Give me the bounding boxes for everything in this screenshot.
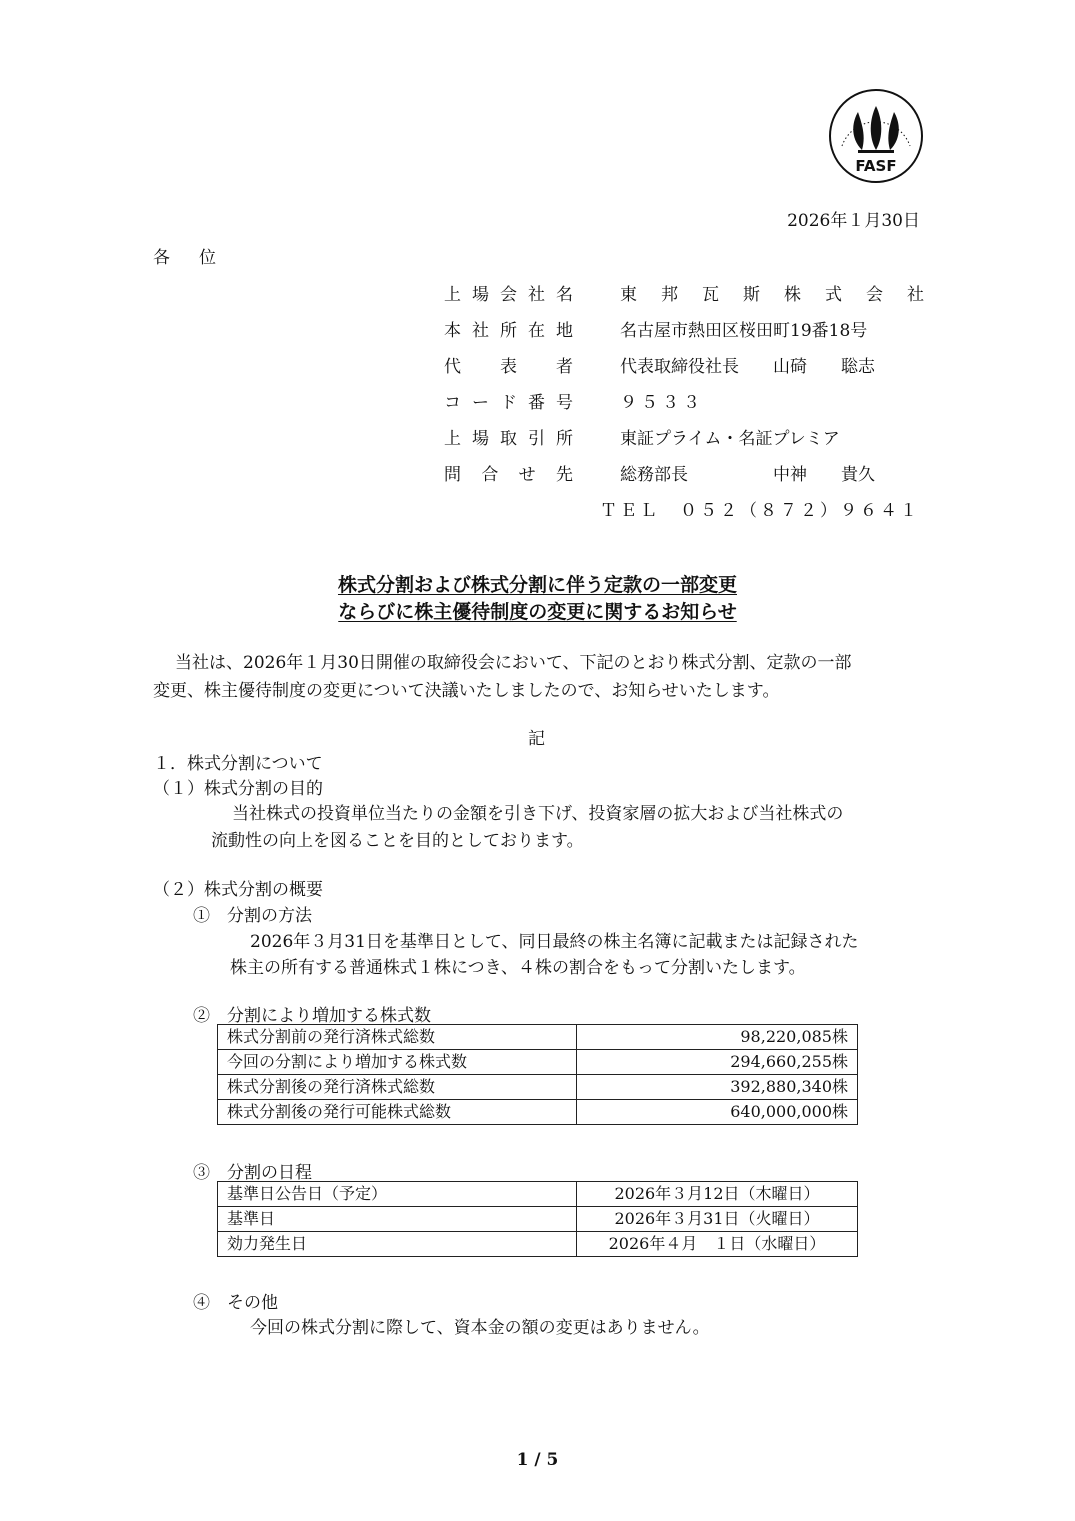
fasf-logo (828, 88, 924, 184)
table-row (218, 1050, 858, 1075)
table-row (218, 1207, 858, 1232)
share-increase-table (217, 1024, 858, 1125)
table-cell-value: 98,220,085株 (577, 1025, 858, 1050)
code-value: ９５３３ (620, 393, 704, 413)
intro-line2: 変更、株主優待制度の変更について決議いたしましたので、お知らせいたします。 (153, 681, 780, 701)
head-office-row (444, 316, 924, 340)
table-cell-label: 基準日公告日（予定） (218, 1182, 577, 1207)
representative-value: 代表取締役社長 山碕 聡志 (620, 357, 875, 377)
table-cell-value: 2026年４月 １日（水曜日） (577, 1232, 858, 1257)
sub1-line2: 流動性の向上を図ることを目的としております。 (211, 831, 584, 851)
table-cell-label: 株式分割前の発行済株式総数 (218, 1025, 577, 1050)
schedule-table (217, 1181, 858, 1257)
sub1-heading: （１）株式分割の目的 (153, 779, 323, 799)
contact-label: 問合せ先 (444, 465, 584, 485)
contact-row (444, 460, 924, 484)
title-line2-text: ならびに株主優待制度の変更に関するお知らせ (338, 601, 737, 623)
item3-heading: ③ 分割の日程 (193, 1163, 312, 1183)
table-cell-label: 株式分割後の発行可能株式総数 (218, 1100, 577, 1125)
code-label: コード番号 (444, 393, 584, 413)
page-number: 1 / 5 (516, 1450, 559, 1470)
section1-heading: １．株式分割について (153, 754, 323, 774)
representative-row (444, 352, 924, 376)
company-name-value: 東邦瓦斯株式会社 (620, 285, 924, 305)
table-row (218, 1025, 858, 1050)
sub1-line1: 当社株式の投資単位当たりの金額を引き下げ、投資家層の拡大および当社株式の (232, 804, 844, 824)
logo-label: FASF (855, 157, 897, 175)
document-title-line2 (0, 597, 1075, 624)
table-row (218, 1182, 858, 1207)
ki-mark: 記 (528, 729, 545, 749)
item1-line1: 2026年３月31日を基準日として、同日最終の株主名簿に記載または記録された (250, 932, 859, 952)
table-cell-value: 392,880,340株 (577, 1075, 858, 1100)
table-cell-value: 294,660,255株 (577, 1050, 858, 1075)
table-cell-label: 効力発生日 (218, 1232, 577, 1257)
table-row (218, 1232, 858, 1257)
document-title-line1 (0, 570, 1075, 597)
contact-value: 総務部長 中神 貴久 (620, 465, 875, 485)
item1-heading: ① 分割の方法 (193, 906, 312, 926)
representative-label: 代表者 (444, 357, 584, 377)
exchange-label: 上場取引所 (444, 429, 584, 449)
addressee: 各 位 (153, 248, 222, 268)
exchange-value: 東証プライム・名証プレミア (620, 429, 840, 449)
company-name-label: 上場会社名 (444, 285, 584, 305)
document-date: 2026年１月30日 (787, 211, 920, 231)
table-row (218, 1075, 858, 1100)
company-name-row (444, 280, 924, 304)
item4-line1: 今回の株式分割に際して、資本金の額の変更はありません。 (250, 1318, 710, 1338)
intro-line1: 当社は、2026年１月30日開催の取締役会において、下記のとおり株式分割、定款の一部 (175, 653, 852, 673)
head-office-label: 本社所在地 (444, 321, 584, 341)
contact-tel: ＴＥＬ ０５２（８７２）９６４１ (600, 501, 920, 521)
item2-heading: ② 分割により増加する株式数 (193, 1006, 431, 1026)
sub2-heading: （２）株式分割の概要 (153, 880, 323, 900)
table-cell-value: 640,000,000株 (577, 1100, 858, 1125)
table-cell-value: 2026年３月12日（木曜日） (577, 1182, 858, 1207)
item1-line2: 株主の所有する普通株式１株につき、４株の割合をもって分割いたします。 (230, 958, 806, 978)
table-row (218, 1100, 858, 1125)
head-office-value: 名古屋市熱田区桜田町19番18号 (620, 321, 868, 341)
table-cell-label: 今回の分割により増加する株式数 (218, 1050, 577, 1075)
item4-heading: ④ その他 (193, 1293, 278, 1313)
exchange-row (444, 424, 924, 448)
table-cell-label: 株式分割後の発行済株式総数 (218, 1075, 577, 1100)
code-row (444, 388, 924, 412)
table-cell-label: 基準日 (218, 1207, 577, 1232)
table-cell-value: 2026年３月31日（火曜日） (577, 1207, 858, 1232)
title-line1-text: 株式分割および株式分割に伴う定款の一部変更 (337, 574, 737, 596)
